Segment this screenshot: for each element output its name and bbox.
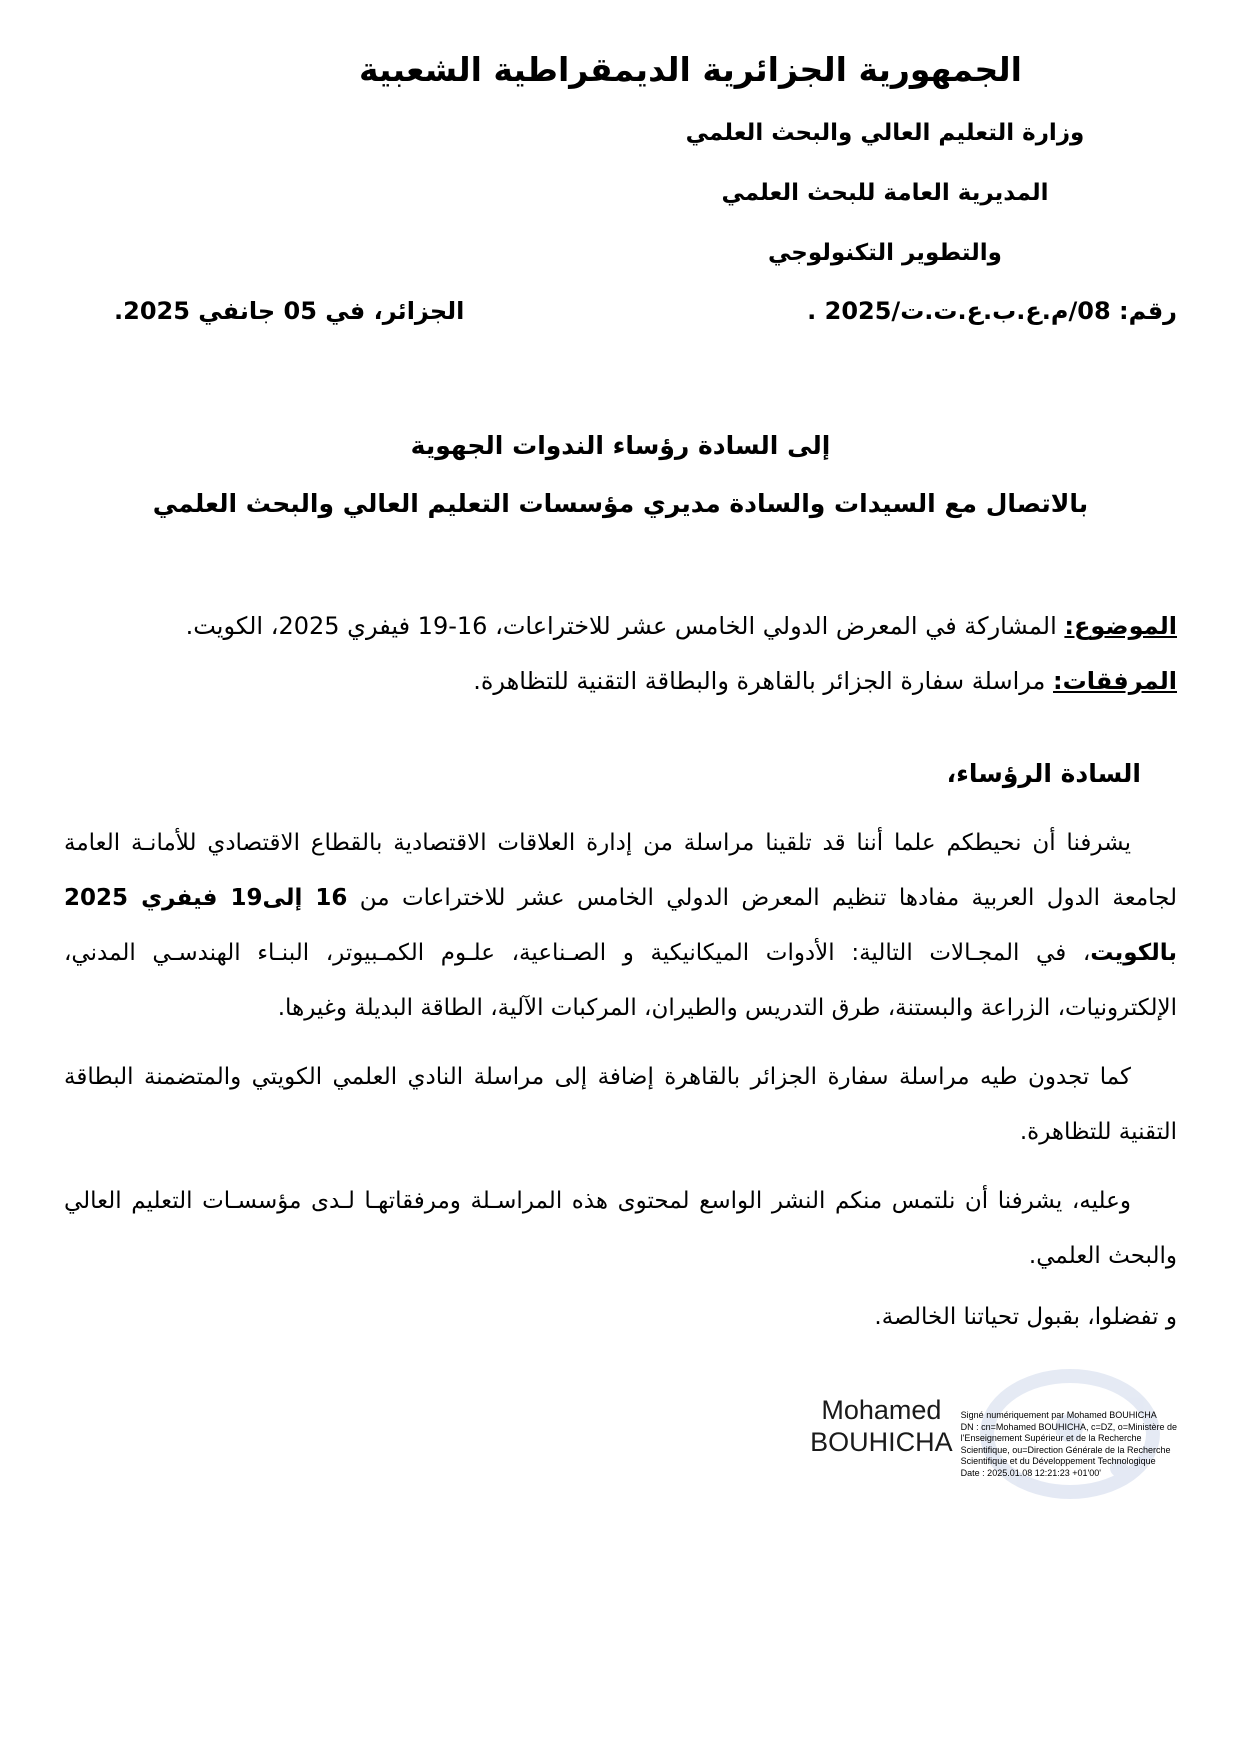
- salutation: السادة الرؤساء،: [946, 759, 1141, 788]
- signature-detail-line: Scientifique et du Développement Technologique: [960, 1456, 1156, 1466]
- reference-row: [64, 297, 1177, 325]
- ministry-name: وزارة التعليم العالي والبحث العلمي: [685, 120, 1085, 146]
- attachments-text: مراسلة سفارة الجزائر بالقاهرة والبطاقة التقنية للتظاهرة.: [473, 667, 1054, 695]
- body-paragraph-2: كما تجدون طيه مراسلة سفارة الجزائر بالقاهرة إضافة إلى مراسلة النادي العلمي الكويتي والمتضمنة البطاقة التقنية للتظاهرة.: [64, 1064, 1177, 1145]
- addressee-line1: إلى السادة رؤساء الندوات الجهوية: [410, 431, 831, 460]
- reference-number: رقم: 08/م.ع.ب.ع.ت.ت/2025 .: [807, 297, 1177, 325]
- signature-detail-line: Date : 2025.01.08 12:21:23 +01'00': [960, 1467, 1101, 1478]
- signer-first-name: Mohamed: [821, 1395, 942, 1425]
- place-and-date: الجزائر، في 05 جانفي 2025.: [114, 297, 465, 325]
- ministry-header-block: [635, 103, 1135, 283]
- body-paragraph-1-bold-dates: 16 إلى19 فيفري 2025 بالكويت: [64, 885, 1177, 966]
- signer-name: [810, 1394, 953, 1479]
- attachments-label: المرفقات:: [1053, 667, 1177, 695]
- directorate-name-line1: المديرية العامة للبحث العلمي: [721, 180, 1049, 206]
- signature-detail-line: Scientifique, ou=Direction Générale de la Recherche: [960, 1444, 1171, 1455]
- closing-text: و تفضلوا، بقبول تحياتنا الخالصة.: [874, 1304, 1177, 1330]
- body-paragraph-1-text-a: يشرفنا أن نحيطكم علما أننا قد تلقينا مراسلة من إدارة العلاقات الاقتصادية بالقطاع الاقتصادي للأمانـة العامة لجامعة الدول العربية مفادها تنظيم المعرض الدولي الخامس عشر للاختراعات من: [64, 830, 1178, 911]
- directorate-name-line2: والتطوير التكنولوجي: [768, 240, 1002, 266]
- signer-last-name: BOUHICHA: [810, 1427, 953, 1457]
- body-paragraph-1: [64, 816, 1177, 1036]
- attachments-line: [64, 654, 1177, 709]
- subject-line: [64, 599, 1177, 654]
- body-paragraph-3: وعليه، يشرفنا أن نلتمس منكم النشر الواسع لمحتوى هذه المراسـلة ومرفقاتهـا لـدى مؤسسـات التعليم العالي والبحث العلمي.: [64, 1188, 1177, 1269]
- subject-text: المشاركة في المعرض الدولي الخامس عشر للاختراعات، 16-19 فيفري 2025، الكويت.: [185, 612, 1065, 640]
- signature-detail-line: DN : cn=Mohamed BOUHICHA, c=DZ, o=Ministère de: [960, 1421, 1177, 1432]
- body-paragraph-1-text-b: ، في المجـالات التالية: الأدوات الميكانيكية و الصـناعية، علـوم الكمـبيوتر، البنـاء الهندسـي المدني، الإلكترونيات، الزراعة والبستنة، طرق التدريس والطيران، المركبات الآلية، الطاقة البديلة وغيرها.: [64, 940, 1177, 1021]
- addressee-block: [64, 417, 1177, 533]
- subject-attachments-block: [64, 599, 1177, 709]
- republic-title: الجمهورية الجزائرية الديمقراطية الشعبية: [359, 50, 1022, 89]
- signature-detail-line: l'Enseignement Supérieur et de la Recherche: [960, 1433, 1142, 1443]
- closing-line: [64, 1304, 1177, 1330]
- addressee-line2: بالاتصال مع السيدات والسادة مديري مؤسسات التعليم العالي والبحث العلمي: [152, 489, 1089, 518]
- digital-signature-block: [810, 1394, 1177, 1479]
- signature-detail-line: Signé numériquement par Mohamed BOUHICHA: [960, 1410, 1157, 1420]
- subject-label: الموضوع:: [1064, 612, 1177, 640]
- signature-certificate-details: [961, 1394, 1177, 1479]
